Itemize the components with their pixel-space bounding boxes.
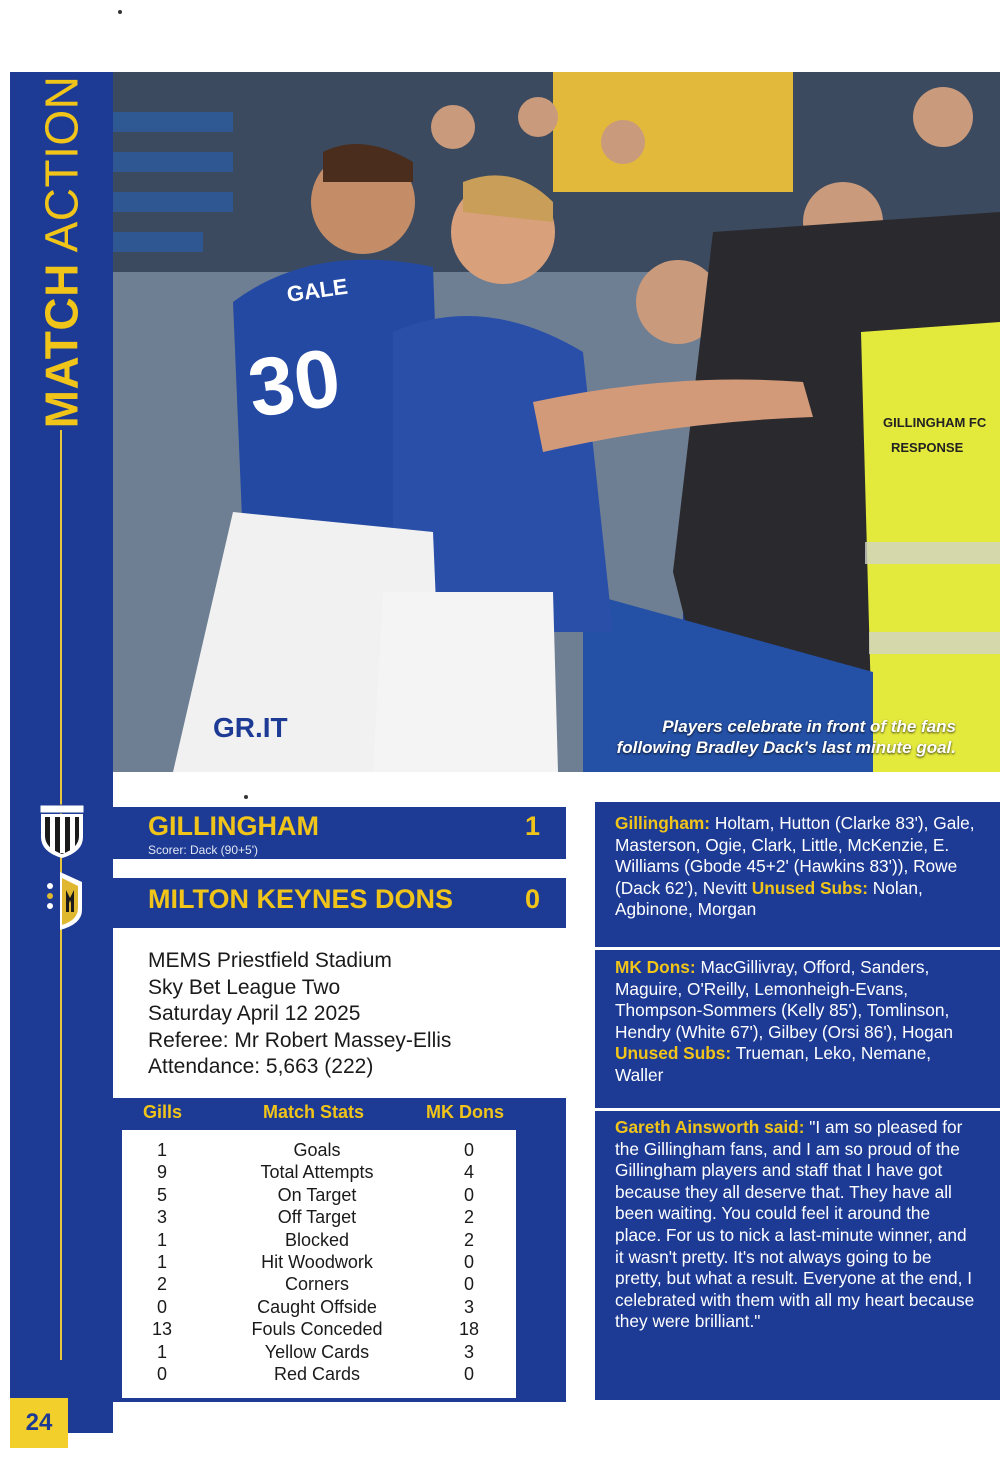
stat-label: Off Target <box>277 1207 357 1228</box>
print-speck <box>118 10 122 14</box>
stat-home: 5 <box>156 1184 167 1205</box>
shirt-name: GALE <box>285 273 350 307</box>
gillingham-subs-text: Nolan, Agbinone, Morgan <box>615 877 923 920</box>
stat-label: On Target <box>277 1184 357 1205</box>
manager-quote <box>615 1117 975 1333</box>
stat-home: 1 <box>156 1252 167 1272</box>
mk-dons-logo-icon <box>38 868 88 932</box>
panel-divider <box>595 947 1000 950</box>
stat-away: 0 <box>463 1140 474 1160</box>
venue: MEMS Priestfield Stadium <box>148 949 392 972</box>
stats-header-home: Gills <box>143 1102 183 1122</box>
competition: Sky Bet League Two <box>148 975 341 999</box>
stat-home: 0 <box>156 1364 167 1384</box>
stat-away: 0 <box>463 1184 474 1205</box>
mk-dons-subs-text: Trueman, Leko, Nemane, Waller <box>615 1043 931 1085</box>
stat-label: Caught Offside <box>257 1296 377 1317</box>
away-team-score: 0 <box>524 884 540 914</box>
stat-home: 13 <box>151 1319 173 1340</box>
stats-row-caught-offside <box>122 1297 516 1319</box>
stats-row-fouls-conceded <box>122 1319 516 1341</box>
photo-caption-line1: Players celebrate in front of the fans <box>662 717 956 736</box>
stat-away: 4 <box>463 1162 474 1183</box>
bib-text-line2: RESPONSE <box>891 440 964 455</box>
stats-header-title: Match Stats <box>263 1102 365 1122</box>
print-speck <box>244 795 248 799</box>
home-team-name: GILLINGHAM <box>148 811 319 841</box>
attendance: Attendance: 5,663 (222) <box>148 1055 374 1078</box>
match-date: Saturday April 12 2025 <box>148 1002 361 1025</box>
bib-text-line1: GILLINGHAM FC <box>883 415 987 430</box>
manager-quote-label: Gareth Ainsworth said: <box>615 1117 805 1137</box>
stats-table <box>122 1130 516 1398</box>
stat-label: Yellow Cards <box>264 1341 370 1362</box>
stat-label: Fouls Conceded <box>251 1319 383 1340</box>
stats-header-away: MK Dons <box>426 1102 504 1122</box>
stats-row-blocked <box>122 1230 516 1252</box>
stat-away: 3 <box>463 1296 474 1317</box>
stat-away: 0 <box>463 1364 474 1384</box>
home-team-score: 1 <box>524 811 540 841</box>
match-info <box>148 948 451 1081</box>
stats-row-off-target <box>122 1207 516 1229</box>
stat-home: 1 <box>156 1229 167 1250</box>
home-team-bar <box>113 807 566 859</box>
stat-home: 1 <box>156 1140 167 1160</box>
stat-label: Blocked <box>284 1229 350 1250</box>
away-team-name: MILTON KEYNES DONS <box>148 884 454 914</box>
home-scorer: Scorer: Dack (90+5') <box>148 843 258 857</box>
stat-home: 9 <box>156 1162 167 1183</box>
gillingham-crest-icon <box>38 803 86 859</box>
gillingham-lineup-text: Holtam, Hutton (Clarke 83'), Gale, Masterson, Ogie, Clark, Little, McKenzie, E. Williams (Gbode 45+2' (Hawkins 83')), Rowe (Dack 62'), Nevitt <box>615 813 975 898</box>
stats-row-red-cards <box>122 1364 516 1386</box>
stats-row-corners <box>122 1274 516 1296</box>
stat-label: Hit Woodwork <box>261 1252 373 1272</box>
stat-label: Red Cards <box>273 1364 361 1384</box>
stat-home: 3 <box>156 1207 167 1228</box>
page-number: 24 <box>10 1398 68 1448</box>
section-title <box>10 72 113 432</box>
shorts-sponsor: GR.IT <box>213 712 288 743</box>
referee: Referee: Mr Robert Massey-Ellis <box>148 1028 452 1052</box>
mk-dons-subs-label: Unused Subs: <box>615 1043 732 1064</box>
gillingham-lineup-label: Gillingham: <box>615 813 711 833</box>
stat-label: Corners <box>284 1274 350 1295</box>
stat-away: 18 <box>458 1319 480 1340</box>
section-title-bold: MATCH <box>35 263 88 429</box>
stats-header <box>113 1100 566 1128</box>
manager-quote-text: "I am so pleased for the Gillingham fans, and I am so proud of the Gillingham players and staff that I have got because they all deserve that. They have all been waiting. You could feel it around the place. For us to nick a last-minute winner, and it wasn't pretty. It's not always going to be pretty, but what a result. Everyone at the end, I celebrated with them with all my heart because they were brilliant." <box>615 1117 975 1332</box>
stat-label: Goals <box>293 1140 341 1160</box>
stat-away: 2 <box>463 1229 474 1250</box>
stats-row-yellow-cards <box>122 1342 516 1364</box>
stat-home: 1 <box>156 1341 167 1362</box>
stat-away: 2 <box>463 1207 474 1228</box>
stats-row-hit-woodwork <box>122 1252 516 1274</box>
stat-home: 2 <box>156 1274 167 1295</box>
stats-row-goals <box>122 1140 516 1162</box>
photo-caption <box>617 716 956 758</box>
photo-caption-line2: following Bradley Dack's last minute goal. <box>616 738 956 757</box>
panel-divider <box>595 1108 1000 1111</box>
stat-away: 3 <box>463 1341 474 1362</box>
stat-label: Total Attempts <box>260 1162 374 1183</box>
stats-row-on-target <box>122 1185 516 1207</box>
gillingham-lineup <box>615 813 975 921</box>
away-team-bar <box>113 878 566 928</box>
mk-dons-lineup <box>615 957 975 1087</box>
mk-dons-lineup-label: MK Dons: <box>615 957 696 977</box>
gillingham-subs-label: Unused Subs: <box>751 877 868 898</box>
mk-dons-lineup-text: MacGillivray, Offord, Sanders, Maguire, O'Reilly, Lemonheigh-Evans, Thompson-Sommers (Kelly 85'), Tomlinson, Hendry (White 67'), Gilbey (Orsi 86'), Hogan <box>615 957 953 1042</box>
match-photo <box>113 72 1000 772</box>
stats-row-total-attempts <box>122 1162 516 1184</box>
section-title-light: ACTION <box>35 75 88 253</box>
stat-away: 0 <box>463 1252 474 1272</box>
shirt-number: 30 <box>242 332 346 435</box>
stat-home: 0 <box>156 1296 167 1317</box>
stat-away: 0 <box>463 1274 474 1295</box>
